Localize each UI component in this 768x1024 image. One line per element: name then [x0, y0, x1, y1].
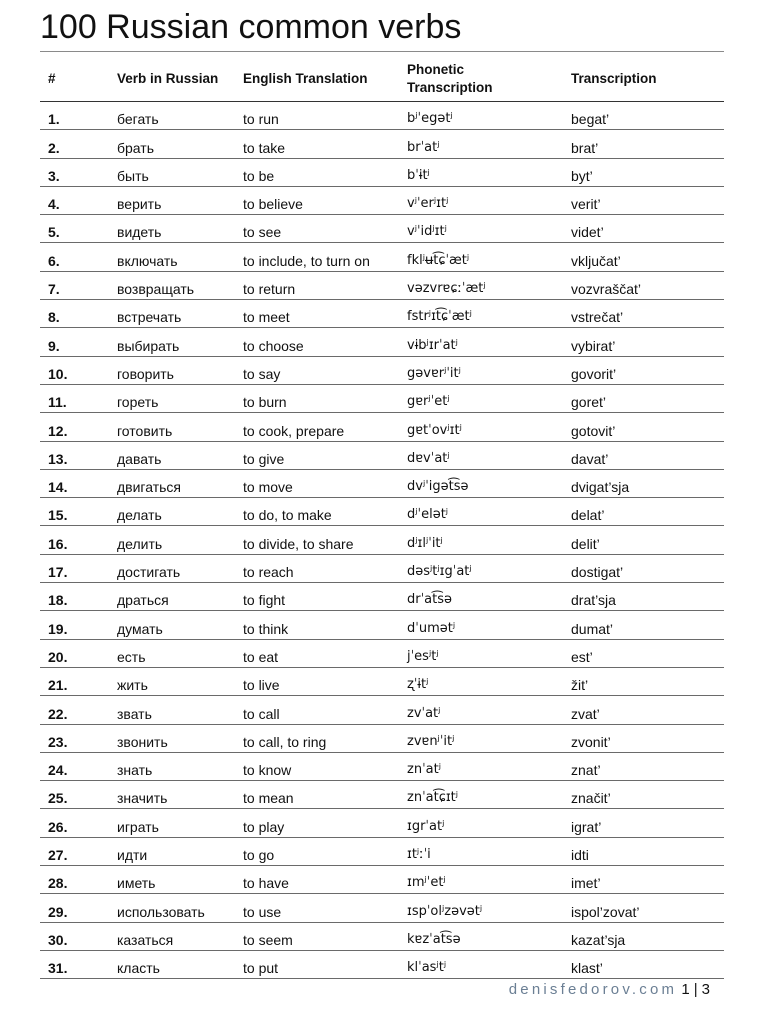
footer-separator: |: [693, 981, 698, 998]
russian-verb: готовить: [115, 413, 241, 441]
row-number: 31.: [40, 950, 115, 978]
russian-verb: давать: [115, 441, 241, 469]
latin-transcription: goret’: [569, 384, 724, 412]
russian-verb: верить: [115, 186, 241, 214]
russian-verb: выбирать: [115, 328, 241, 356]
phonetic-transcription: ɪtʲːˈi: [405, 837, 569, 865]
table-row: [40, 894, 724, 922]
table-row: [40, 583, 724, 611]
row-number: 14.: [40, 469, 115, 497]
russian-verb: значить: [115, 781, 241, 809]
english-translation: to use: [241, 894, 405, 922]
table-row: [40, 554, 724, 582]
table-row: [40, 611, 724, 639]
english-translation: to put: [241, 950, 405, 978]
russian-verb: есть: [115, 639, 241, 667]
russian-verb: класть: [115, 950, 241, 978]
russian-verb: быть: [115, 158, 241, 186]
row-number: 22.: [40, 696, 115, 724]
table-row: [40, 215, 724, 243]
english-translation: to do, to make: [241, 498, 405, 526]
table-row: [40, 102, 724, 130]
phonetic-transcription: drˈat͡sə: [405, 583, 569, 611]
row-number: 28.: [40, 866, 115, 894]
row-number: 19.: [40, 611, 115, 639]
english-translation: to be: [241, 158, 405, 186]
english-translation: to see: [241, 215, 405, 243]
phonetic-transcription: ɪspˈolʲzəvətʲ: [405, 894, 569, 922]
table-row: [40, 130, 724, 158]
russian-verb: казаться: [115, 922, 241, 950]
row-number: 20.: [40, 639, 115, 667]
table-row: [40, 186, 724, 214]
phonetic-transcription: bˈɨtʲ: [405, 158, 569, 186]
english-translation: to burn: [241, 384, 405, 412]
latin-transcription: est’: [569, 639, 724, 667]
english-translation: to divide, to share: [241, 526, 405, 554]
latin-transcription: kazat’sja: [569, 922, 724, 950]
table-row: [40, 950, 724, 978]
table-row: [40, 158, 724, 186]
english-translation: to call: [241, 696, 405, 724]
russian-verb: видеть: [115, 215, 241, 243]
row-number: 16.: [40, 526, 115, 554]
latin-transcription: žit’: [569, 667, 724, 695]
phonetic-transcription: vʲˈidʲɪtʲ: [405, 215, 569, 243]
russian-verb: знать: [115, 752, 241, 780]
russian-verb: идти: [115, 837, 241, 865]
english-translation: to meet: [241, 300, 405, 328]
phonetic-transcription: brˈatʲ: [405, 130, 569, 158]
table-row: [40, 243, 724, 271]
table-row: [40, 667, 724, 695]
page-footer: [509, 981, 710, 998]
table-row: [40, 328, 724, 356]
row-number: 1.: [40, 102, 115, 130]
table-row: [40, 526, 724, 554]
phonetic-transcription: zvˈatʲ: [405, 696, 569, 724]
row-number: 27.: [40, 837, 115, 865]
english-translation: to know: [241, 752, 405, 780]
english-translation: to cook, prepare: [241, 413, 405, 441]
russian-verb: двигаться: [115, 469, 241, 497]
table-row: [40, 356, 724, 384]
english-translation: to play: [241, 809, 405, 837]
row-number: 24.: [40, 752, 115, 780]
russian-verb: встречать: [115, 300, 241, 328]
row-number: 3.: [40, 158, 115, 186]
latin-transcription: vybirat’: [569, 328, 724, 356]
russian-verb: брать: [115, 130, 241, 158]
english-translation: to think: [241, 611, 405, 639]
latin-transcription: značit’: [569, 781, 724, 809]
table-row: [40, 271, 724, 299]
row-number: 7.: [40, 271, 115, 299]
row-number: 21.: [40, 667, 115, 695]
title-divider: [40, 51, 724, 52]
latin-transcription: byt’: [569, 158, 724, 186]
table-row: [40, 498, 724, 526]
table-row: [40, 300, 724, 328]
row-number: 23.: [40, 724, 115, 752]
page-title: 100 Russian common verbs: [40, 8, 462, 46]
russian-verb: делить: [115, 526, 241, 554]
phonetic-transcription: zvɐnʲˈitʲ: [405, 724, 569, 752]
russian-verb: бегать: [115, 102, 241, 130]
table-row: [40, 809, 724, 837]
row-number: 10.: [40, 356, 115, 384]
russian-verb: играть: [115, 809, 241, 837]
russian-verb: возвращать: [115, 271, 241, 299]
russian-verb: достигать: [115, 554, 241, 582]
phonetic-transcription: dɐvˈatʲ: [405, 441, 569, 469]
table-row: [40, 696, 724, 724]
russian-verb: звонить: [115, 724, 241, 752]
table-row: [40, 413, 724, 441]
english-translation: to have: [241, 866, 405, 894]
phonetic-transcription: znˈat͡ɕɪtʲ: [405, 781, 569, 809]
latin-transcription: drat’sja: [569, 583, 724, 611]
latin-transcription: igrat’: [569, 809, 724, 837]
table-row: [40, 837, 724, 865]
phonetic-transcription: dʲˈelətʲ: [405, 498, 569, 526]
row-number: 5.: [40, 215, 115, 243]
latin-transcription: vozvraščat’: [569, 271, 724, 299]
latin-transcription: dvigat’sja: [569, 469, 724, 497]
header-number: #: [40, 57, 115, 102]
phonetic-transcription: klˈasʲtʲ: [405, 950, 569, 978]
latin-transcription: dumat’: [569, 611, 724, 639]
phonetic-transcription: kɐzˈat͡sə: [405, 922, 569, 950]
russian-verb: драться: [115, 583, 241, 611]
russian-verb: говорить: [115, 356, 241, 384]
phonetic-transcription: fklʲʉt͡ɕˈætʲ: [405, 243, 569, 271]
phonetic-transcription: vɨbʲɪrˈatʲ: [405, 328, 569, 356]
phonetic-transcription: fstrʲɪt͡ɕˈætʲ: [405, 300, 569, 328]
row-number: 4.: [40, 186, 115, 214]
latin-transcription: zvonit’: [569, 724, 724, 752]
latin-transcription: gotovit’: [569, 413, 724, 441]
table-body: [40, 102, 724, 979]
english-translation: to believe: [241, 186, 405, 214]
latin-transcription: vključat’: [569, 243, 724, 271]
footer-page-number: 1: [681, 981, 690, 998]
header-phonetic: [405, 57, 569, 102]
latin-transcription: dostigat’: [569, 554, 724, 582]
english-translation: to mean: [241, 781, 405, 809]
header-phonetic-line1: Phonetic: [407, 62, 465, 77]
english-translation: to include, to turn on: [241, 243, 405, 271]
latin-transcription: videt’: [569, 215, 724, 243]
phonetic-transcription: ɪmʲˈetʲ: [405, 866, 569, 894]
phonetic-transcription: jˈesʲtʲ: [405, 639, 569, 667]
row-number: 13.: [40, 441, 115, 469]
header-transcription: Transcription: [569, 57, 724, 102]
table-row: [40, 724, 724, 752]
phonetic-transcription: znˈatʲ: [405, 752, 569, 780]
phonetic-transcription: gəvɐrʲˈitʲ: [405, 356, 569, 384]
latin-transcription: ispol’zovat’: [569, 894, 724, 922]
row-number: 29.: [40, 894, 115, 922]
latin-transcription: vstrečat’: [569, 300, 724, 328]
table-row: [40, 866, 724, 894]
row-number: 25.: [40, 781, 115, 809]
phonetic-transcription: dˈumətʲ: [405, 611, 569, 639]
table-row: [40, 639, 724, 667]
english-translation: to eat: [241, 639, 405, 667]
phonetic-transcription: vʲˈerʲɪtʲ: [405, 186, 569, 214]
row-number: 9.: [40, 328, 115, 356]
table-row: [40, 441, 724, 469]
phonetic-transcription: dʲɪlʲˈitʲ: [405, 526, 569, 554]
latin-transcription: imet’: [569, 866, 724, 894]
table-header-row: [40, 57, 724, 102]
row-number: 2.: [40, 130, 115, 158]
table-row: [40, 922, 724, 950]
russian-verb: включать: [115, 243, 241, 271]
english-translation: to take: [241, 130, 405, 158]
russian-verb: думать: [115, 611, 241, 639]
english-translation: to run: [241, 102, 405, 130]
row-number: 26.: [40, 809, 115, 837]
row-number: 6.: [40, 243, 115, 271]
footer-site: denisfedorov.com: [508, 981, 678, 998]
russian-verb: жить: [115, 667, 241, 695]
table-row: [40, 469, 724, 497]
verbs-table: [40, 57, 724, 979]
english-translation: to live: [241, 667, 405, 695]
english-translation: to return: [241, 271, 405, 299]
english-translation: to go: [241, 837, 405, 865]
russian-verb: иметь: [115, 866, 241, 894]
russian-verb: звать: [115, 696, 241, 724]
english-translation: to seem: [241, 922, 405, 950]
russian-verb: делать: [115, 498, 241, 526]
latin-transcription: idti: [569, 837, 724, 865]
phonetic-transcription: dvʲˈigət͡sə: [405, 469, 569, 497]
row-number: 30.: [40, 922, 115, 950]
header-phonetic-line2: Transcription: [407, 80, 493, 95]
english-translation: to give: [241, 441, 405, 469]
footer-page-total: 3: [701, 981, 710, 998]
latin-transcription: znat’: [569, 752, 724, 780]
table-row: [40, 781, 724, 809]
phonetic-transcription: ʐˈɨtʲ: [405, 667, 569, 695]
phonetic-transcription: gɐtˈovʲɪtʲ: [405, 413, 569, 441]
phonetic-transcription: ɪgrˈatʲ: [405, 809, 569, 837]
table-row: [40, 752, 724, 780]
row-number: 18.: [40, 583, 115, 611]
english-translation: to call, to ring: [241, 724, 405, 752]
latin-transcription: zvat’: [569, 696, 724, 724]
english-translation: to choose: [241, 328, 405, 356]
phonetic-transcription: bʲˈegətʲ: [405, 102, 569, 130]
english-translation: to say: [241, 356, 405, 384]
latin-transcription: delit’: [569, 526, 724, 554]
row-number: 11.: [40, 384, 115, 412]
row-number: 8.: [40, 300, 115, 328]
latin-transcription: davat’: [569, 441, 724, 469]
russian-verb: использовать: [115, 894, 241, 922]
latin-transcription: begat’: [569, 102, 724, 130]
english-translation: to move: [241, 469, 405, 497]
phonetic-transcription: dəsʲtʲɪgˈatʲ: [405, 554, 569, 582]
row-number: 17.: [40, 554, 115, 582]
header-english: English Translation: [241, 57, 405, 102]
english-translation: to fight: [241, 583, 405, 611]
table-row: [40, 384, 724, 412]
row-number: 15.: [40, 498, 115, 526]
phonetic-transcription: vəzvrɐɕːˈætʲ: [405, 271, 569, 299]
row-number: 12.: [40, 413, 115, 441]
russian-verb: гореть: [115, 384, 241, 412]
latin-transcription: delat’: [569, 498, 724, 526]
phonetic-transcription: gɐrʲˈetʲ: [405, 384, 569, 412]
latin-transcription: brat’: [569, 130, 724, 158]
latin-transcription: klast’: [569, 950, 724, 978]
latin-transcription: govorit’: [569, 356, 724, 384]
latin-transcription: verit’: [569, 186, 724, 214]
header-russian: Verb in Russian: [115, 57, 241, 102]
english-translation: to reach: [241, 554, 405, 582]
